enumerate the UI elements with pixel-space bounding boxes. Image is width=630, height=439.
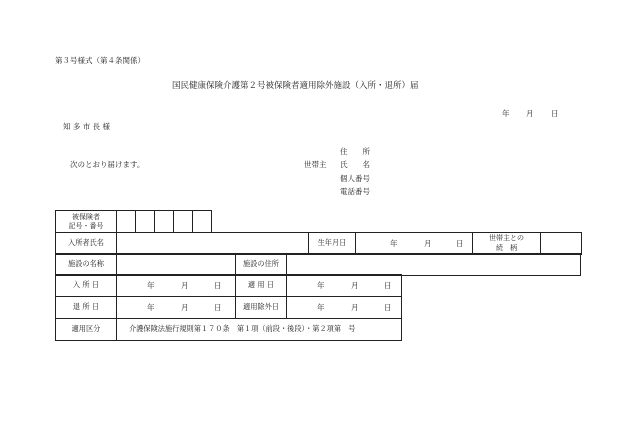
discharge-month: 月: [181, 303, 189, 312]
exclusion-month: 月: [351, 303, 359, 312]
document-title: 国民健康保険介護第２号被保険者適用除外施設（入所・退所）届: [172, 81, 419, 91]
householder-label: 世帯主: [304, 160, 327, 169]
form-number: 第３号様式（第４条関係）: [55, 56, 145, 65]
facility-address-label: 施設の住所: [236, 254, 287, 276]
intro-text: 次のとおり届けます。: [70, 160, 145, 169]
relation-label: [473, 233, 541, 255]
facility-name-label: 施設の名称: [56, 254, 117, 276]
relation-field[interactable]: [541, 233, 582, 255]
discharge-date-label: 退 所 日: [56, 297, 117, 319]
field-phone: 電話番号: [340, 187, 370, 196]
birth-year: 年: [390, 239, 398, 248]
dates-table: [55, 274, 402, 341]
admission-month: 月: [181, 281, 189, 290]
addressee: 知 多 市 長 様: [63, 122, 111, 131]
insured-number-box[interactable]: [155, 211, 174, 233]
discharge-day: 日: [214, 303, 222, 312]
resident-name-label: 入所者氏名: [56, 233, 117, 255]
resident-name-field[interactable]: [117, 233, 309, 255]
facility-name-field[interactable]: [117, 254, 236, 276]
exclusion-date-label: 適用除外日: [236, 297, 287, 319]
exclusion-year: 年: [317, 303, 325, 312]
birthdate-label: 生年月日: [309, 233, 356, 255]
relation-label-line1: 世帯主との: [489, 234, 524, 243]
applied-month: 月: [351, 281, 359, 290]
admission-day: 日: [214, 281, 222, 290]
date-month-label: 月: [526, 109, 534, 118]
discharge-date-field[interactable]: [117, 297, 236, 319]
birth-month: 月: [424, 239, 432, 248]
exclusion-day: 日: [384, 303, 392, 312]
applied-day: 日: [384, 281, 392, 290]
insured-label-line2: 記号・番号: [68, 221, 104, 230]
field-name: 氏 名: [340, 160, 370, 169]
birth-day: 日: [456, 239, 464, 248]
insured-number-box[interactable]: [174, 211, 193, 233]
insured-number-table: [55, 210, 212, 233]
insured-number-box[interactable]: [193, 211, 212, 233]
applied-date-field[interactable]: [287, 275, 402, 297]
field-personal-number: 個人番号: [340, 174, 370, 183]
resident-row: [55, 232, 582, 255]
relation-label-line2: 続 柄: [496, 243, 517, 252]
discharge-year: 年: [147, 303, 155, 312]
insured-number-label: [56, 211, 117, 233]
applied-date-label: 適 用 日: [236, 275, 287, 297]
date-day-label: 日: [551, 109, 559, 118]
admission-date-label: 入 所 日: [56, 275, 117, 297]
applied-year: 年: [317, 281, 325, 290]
admission-year: 年: [147, 281, 155, 290]
category-label: 適用区分: [56, 319, 117, 341]
insured-number-box[interactable]: [136, 211, 155, 233]
insured-label-line1: 被保険者: [72, 212, 100, 221]
facility-address-field[interactable]: [287, 254, 581, 276]
insured-number-box[interactable]: [117, 211, 136, 233]
exclusion-date-field[interactable]: [287, 297, 402, 319]
field-address: 住 所: [340, 147, 370, 156]
date-year-label: 年: [502, 109, 510, 118]
facility-row: [55, 253, 581, 276]
birthdate-field[interactable]: [356, 233, 473, 255]
category-field[interactable]: 介護保険法施行規則第１７０条 第１項（前段・後段）・第２項第 号: [117, 319, 402, 341]
admission-date-field[interactable]: [117, 275, 236, 297]
